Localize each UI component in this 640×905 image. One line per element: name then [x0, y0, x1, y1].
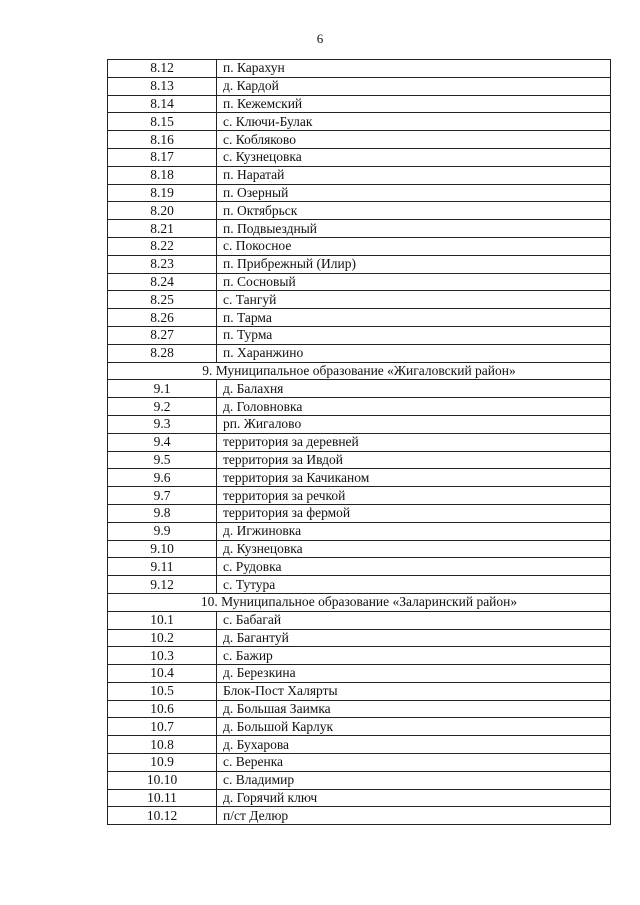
settlement-name: с. Рудовка	[217, 558, 611, 576]
row-number: 10.2	[108, 629, 217, 647]
settlement-name: территория за деревней	[217, 433, 611, 451]
settlement-name: с. Тангуй	[217, 291, 611, 309]
settlement-name: п. Озерный	[217, 184, 611, 202]
section-title: 9. Муниципальное образование «Жигаловский район»	[108, 362, 611, 380]
table-row	[108, 558, 611, 576]
table-row	[108, 77, 611, 95]
table-row	[108, 433, 611, 451]
row-number: 8.27	[108, 326, 217, 344]
settlement-name: п. Турма	[217, 326, 611, 344]
table-row	[108, 326, 611, 344]
row-number: 10.12	[108, 807, 217, 825]
row-number: 10.10	[108, 771, 217, 789]
settlement-name: п. Прибрежный (Илир)	[217, 255, 611, 273]
settlement-name: с. Ключи-Булак	[217, 113, 611, 131]
row-number: 8.23	[108, 255, 217, 273]
table-row	[108, 487, 611, 505]
row-number: 8.18	[108, 166, 217, 184]
row-number: 8.22	[108, 237, 217, 255]
settlement-name: д. Головновка	[217, 398, 611, 416]
row-number: 8.12	[108, 60, 217, 78]
settlement-name: Блок-Пост Халярты	[217, 682, 611, 700]
table-row	[108, 291, 611, 309]
settlement-name: д. Горячий ключ	[217, 789, 611, 807]
settlement-name: с. Покосное	[217, 237, 611, 255]
row-number: 9.12	[108, 576, 217, 594]
row-number: 8.25	[108, 291, 217, 309]
settlement-name: п. Кежемский	[217, 95, 611, 113]
table-row	[108, 754, 611, 772]
settlement-name: д. Большой Карлук	[217, 718, 611, 736]
row-number: 10.4	[108, 665, 217, 683]
table-row	[108, 131, 611, 149]
row-number: 8.24	[108, 273, 217, 291]
table-row	[108, 540, 611, 558]
table-row	[108, 344, 611, 362]
section-header-row	[108, 593, 611, 611]
settlement-name: территория за Ивдой	[217, 451, 611, 469]
table-row	[108, 166, 611, 184]
table-row	[108, 398, 611, 416]
settlement-name: п. Октябрьск	[217, 202, 611, 220]
settlement-name: п. Подвыездный	[217, 220, 611, 238]
row-number: 8.14	[108, 95, 217, 113]
row-number: 8.13	[108, 77, 217, 95]
row-number: 9.4	[108, 433, 217, 451]
table-row	[108, 451, 611, 469]
row-number: 9.7	[108, 487, 217, 505]
settlement-name: территория за Качиканом	[217, 469, 611, 487]
settlements-table	[107, 59, 611, 825]
section-header-row	[108, 362, 611, 380]
settlement-name: п. Харанжино	[217, 344, 611, 362]
row-number: 9.6	[108, 469, 217, 487]
row-number: 9.11	[108, 558, 217, 576]
settlement-name: д. Игжиновка	[217, 522, 611, 540]
table-row	[108, 273, 611, 291]
table-row	[108, 611, 611, 629]
row-number: 10.3	[108, 647, 217, 665]
table-row	[108, 255, 611, 273]
settlement-name: с. Бабагай	[217, 611, 611, 629]
settlement-name: д. Кузнецовка	[217, 540, 611, 558]
settlement-name: территория за фермой	[217, 504, 611, 522]
row-number: 8.15	[108, 113, 217, 131]
table-row	[108, 576, 611, 594]
table-row	[108, 504, 611, 522]
table-row	[108, 718, 611, 736]
row-number: 9.1	[108, 380, 217, 398]
table-row	[108, 220, 611, 238]
row-number: 8.17	[108, 148, 217, 166]
settlement-name: с. Бажир	[217, 647, 611, 665]
table-row	[108, 736, 611, 754]
row-number: 8.21	[108, 220, 217, 238]
settlement-name: п. Наратай	[217, 166, 611, 184]
settlement-name: д. Балахня	[217, 380, 611, 398]
row-number: 8.16	[108, 131, 217, 149]
table-row	[108, 309, 611, 327]
settlement-name: д. Большая Заимка	[217, 700, 611, 718]
row-number: 8.26	[108, 309, 217, 327]
table-row	[108, 184, 611, 202]
table-row	[108, 380, 611, 398]
settlement-name: д. Бухарова	[217, 736, 611, 754]
settlement-name: п. Тарма	[217, 309, 611, 327]
table-row	[108, 148, 611, 166]
table-row	[108, 807, 611, 825]
table-row	[108, 237, 611, 255]
settlement-name: д. Березкина	[217, 665, 611, 683]
table-row	[108, 113, 611, 131]
page-number: 6	[316, 31, 324, 46]
settlement-name: п. Карахун	[217, 60, 611, 78]
row-number: 9.5	[108, 451, 217, 469]
table-row	[108, 629, 611, 647]
table-row	[108, 415, 611, 433]
table-row	[108, 665, 611, 683]
settlement-name: рп. Жигалово	[217, 415, 611, 433]
settlement-name: с. Кобляково	[217, 131, 611, 149]
settlements-table-body	[108, 60, 611, 825]
table-row	[108, 95, 611, 113]
settlement-name: д. Багантуй	[217, 629, 611, 647]
row-number: 8.19	[108, 184, 217, 202]
row-number: 9.2	[108, 398, 217, 416]
row-number: 9.3	[108, 415, 217, 433]
settlement-name: с. Тутура	[217, 576, 611, 594]
settlement-name: п. Сосновый	[217, 273, 611, 291]
table-row	[108, 522, 611, 540]
settlement-name: д. Кардой	[217, 77, 611, 95]
section-title: 10. Муниципальное образование «Заларинский район»	[108, 593, 611, 611]
table-row	[108, 771, 611, 789]
row-number: 10.11	[108, 789, 217, 807]
table-row	[108, 682, 611, 700]
table-row	[108, 469, 611, 487]
settlement-name: с. Владимир	[217, 771, 611, 789]
settlement-name: территория за речкой	[217, 487, 611, 505]
row-number: 10.7	[108, 718, 217, 736]
table-row	[108, 700, 611, 718]
row-number: 9.8	[108, 504, 217, 522]
settlement-name: п/ст Делюр	[217, 807, 611, 825]
row-number: 8.20	[108, 202, 217, 220]
row-number: 10.8	[108, 736, 217, 754]
table-row	[108, 647, 611, 665]
table-row	[108, 789, 611, 807]
table-row	[108, 60, 611, 78]
settlement-name: с. Кузнецовка	[217, 148, 611, 166]
row-number: 10.6	[108, 700, 217, 718]
row-number: 9.9	[108, 522, 217, 540]
row-number: 10.9	[108, 754, 217, 772]
row-number: 8.28	[108, 344, 217, 362]
row-number: 10.1	[108, 611, 217, 629]
table-row	[108, 202, 611, 220]
row-number: 9.10	[108, 540, 217, 558]
settlement-name: с. Веренка	[217, 754, 611, 772]
row-number: 10.5	[108, 682, 217, 700]
